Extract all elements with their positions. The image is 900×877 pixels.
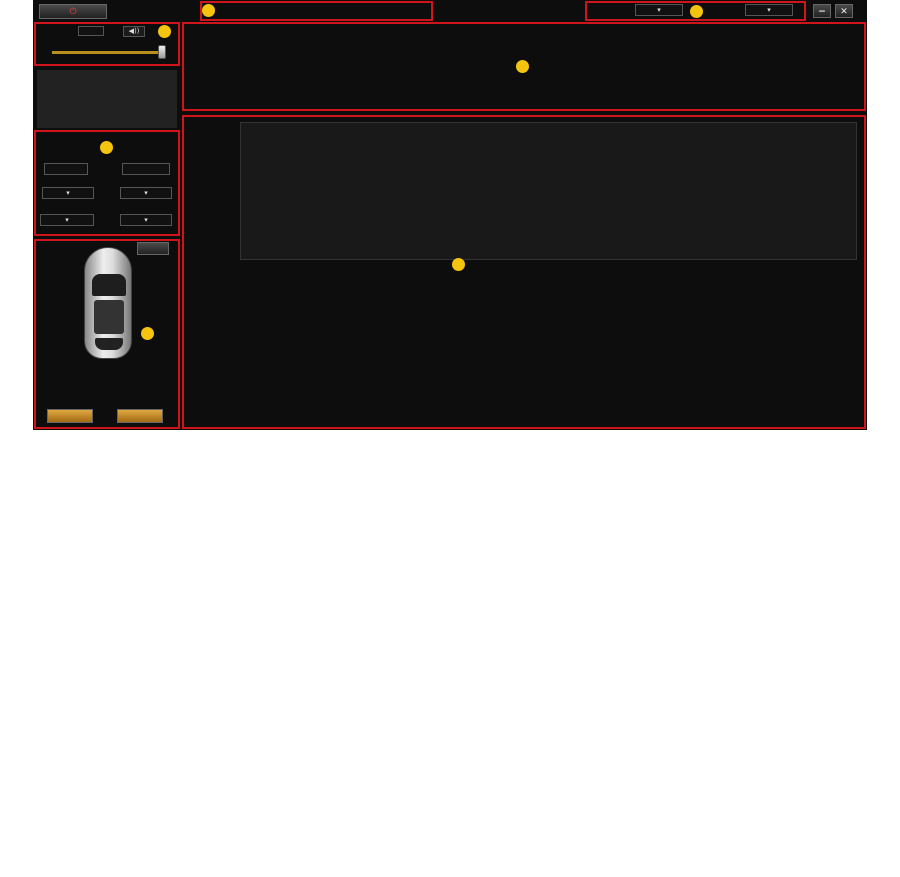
close-button[interactable]: ✕ [835, 4, 853, 18]
master-volume-value [78, 26, 104, 36]
empty-panel [37, 70, 177, 128]
marker-5 [100, 141, 113, 154]
eq-graph-svg [241, 123, 858, 261]
car-roof [94, 300, 124, 334]
lowpass-freq-field[interactable] [122, 163, 170, 175]
restore-eq-button[interactable] [117, 409, 163, 423]
power-icon: ⏻ [69, 7, 77, 17]
marker-6 [141, 327, 154, 340]
marker-3 [516, 60, 529, 73]
marker-1 [158, 25, 171, 38]
master-volume-knob[interactable] [158, 45, 166, 59]
app-window [33, 0, 867, 430]
highpass-freq-field[interactable] [44, 163, 88, 175]
master-volume-panel [34, 22, 178, 66]
connect-button[interactable] [39, 4, 107, 19]
highpass-type-select[interactable]: ▾ [42, 187, 94, 199]
lowpass-slope-select[interactable]: ▾ [120, 214, 172, 226]
delay-group-button[interactable] [137, 242, 169, 255]
highpass-slope-select[interactable]: ▾ [40, 214, 94, 226]
master-volume-track [52, 51, 162, 54]
car-windshield [92, 274, 126, 296]
noise-gate-select[interactable]: ▾ [745, 4, 793, 16]
lowpass-type-select[interactable]: ▾ [120, 187, 172, 199]
eq-graph[interactable] [240, 122, 857, 260]
master-mute-button[interactable]: ◀)) [123, 26, 145, 37]
car-rear-window [95, 338, 123, 350]
marker-2 [202, 4, 215, 17]
marker-7 [452, 258, 465, 271]
minimize-button[interactable]: − [813, 4, 831, 18]
delay-panel [34, 239, 178, 429]
reset-eq-button[interactable] [47, 409, 93, 423]
car-image [84, 247, 132, 359]
source-select[interactable]: ▾ [635, 4, 683, 16]
marker-4 [690, 5, 703, 18]
highlight-box-2 [200, 1, 433, 21]
